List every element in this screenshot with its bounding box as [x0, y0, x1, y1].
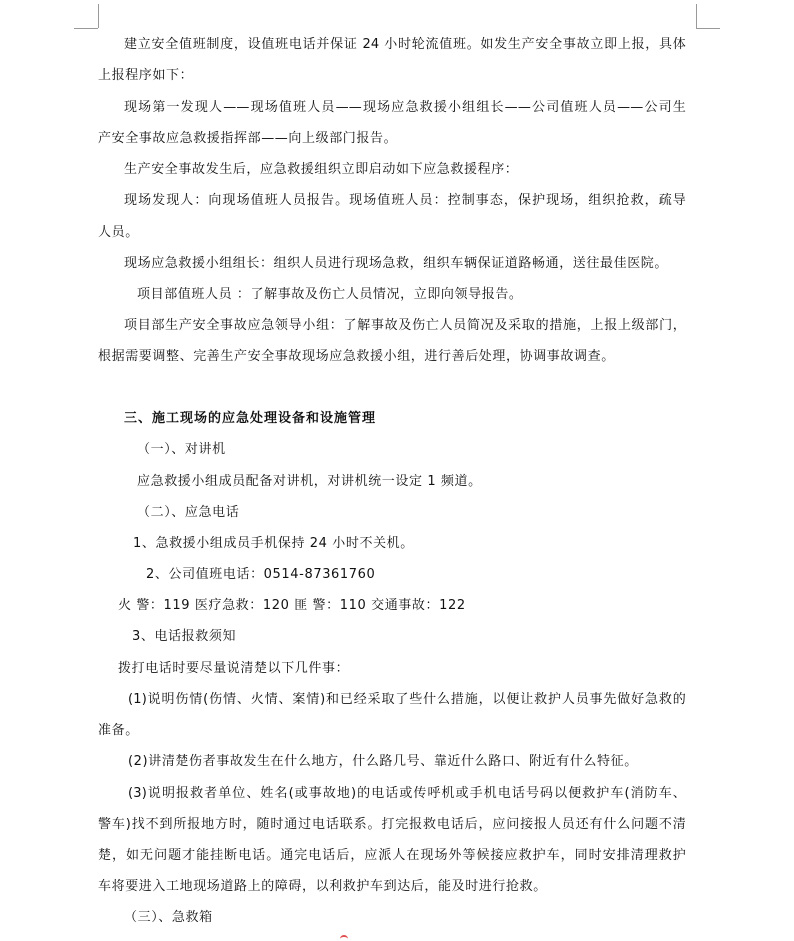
list-item: (2)讲清楚伤者事故发生在什么地方，什么路几号、靠近什么路口、附近有什么特征。: [128, 754, 638, 769]
section-heading: 三、施工现场的应急处理设备和设施管理: [124, 411, 377, 426]
list-item: 2、公司值班电话：0514-87361760: [146, 567, 376, 582]
paragraph-line: 根据需要调整、完善生产安全事故现场应急救援小组，进行善后处理，协调事故调查。: [98, 349, 615, 364]
subsection-heading: （三）、急救箱: [124, 910, 213, 925]
cursor-mark: [340, 935, 348, 941]
paragraph-line: 项目部生产安全事故应急领导小组：了解事故及伤亡人员简况及采取的措施，上报上级部门，: [124, 318, 686, 333]
subsection-heading: （二）、应急电话: [137, 505, 240, 520]
paragraph-line: 产安全事故应急救援指挥部——向上级部门报告。: [98, 131, 398, 146]
margin-corner-mark: [696, 4, 697, 28]
list-item: 1、急救援小组成员手机保持 24 小时不关机。: [133, 536, 414, 551]
paragraph-line: 项目部值班人员 ：了解事故及伤亡人员情况，立即向领导报告。: [137, 287, 523, 302]
margin-corner-mark: [98, 4, 99, 28]
emergency-numbers: 火 警：119 医疗急救：120 匪 警：110 交通事故：122: [118, 598, 466, 613]
list-item: 3、电话报救须知: [132, 629, 237, 644]
paragraph-line: 建立安全值班制度，设值班电话并保证 24 小时轮流值班。如发生产安全事故立即上报，具体: [124, 37, 686, 52]
paragraph-line: 人员。: [98, 225, 139, 240]
paragraph-line: 车将要进入工地现场道路上的障碍，以利救护车到达后，能及时进行抢救。: [98, 879, 547, 894]
list-item: (3)说明报救者单位、姓名(或事故地)的电话或传呼机或手机电话号码以便救护车(消防车、: [128, 786, 686, 801]
paragraph-line: 现场第一发现人——现场值班人员——现场应急救援小组组长——公司值班人员——公司生: [124, 100, 686, 115]
paragraph-line: 应急救援小组成员配备对讲机，对讲机统一设定 1 频道。: [137, 474, 482, 489]
paragraph-line: 上报程序如下：: [98, 68, 194, 83]
paragraph-line: 生产安全事故发生后，应急救援组织立即启动如下应急救援程序：: [124, 162, 519, 177]
margin-corner-mark: [74, 28, 98, 29]
margin-corner-mark: [696, 28, 720, 29]
paragraph-line: 拨打电话时要尽量说清楚以下几件事：: [118, 661, 350, 676]
paragraph-line: 警车)找不到所报地方时，随时通过电话联系。打完报救电话后，应问接报人员还有什么问题不清: [98, 817, 686, 832]
subsection-heading: （一）、对讲机: [137, 442, 226, 457]
paragraph-line: 现场发现人：向现场值班人员报告。现场值班人员：控制事态，保护现场，组织抢救，疏导: [124, 193, 686, 208]
paragraph-line: 楚，如无问题才能挂断电话。通完电话后，应派人在现场外等候接应救护车，同时安排清理救护: [98, 848, 686, 863]
paragraph-line: 准备。: [98, 723, 139, 738]
paragraph-line: 现场应急救援小组组长：组织人员进行现场急救，组织车辆保证道路畅通，送往最佳医院。: [124, 256, 669, 271]
list-item: (1)说明伤情(伤情、火情、案情)和已经采取了些什么措施，以便让救护人员事先做好急救的: [128, 692, 686, 707]
